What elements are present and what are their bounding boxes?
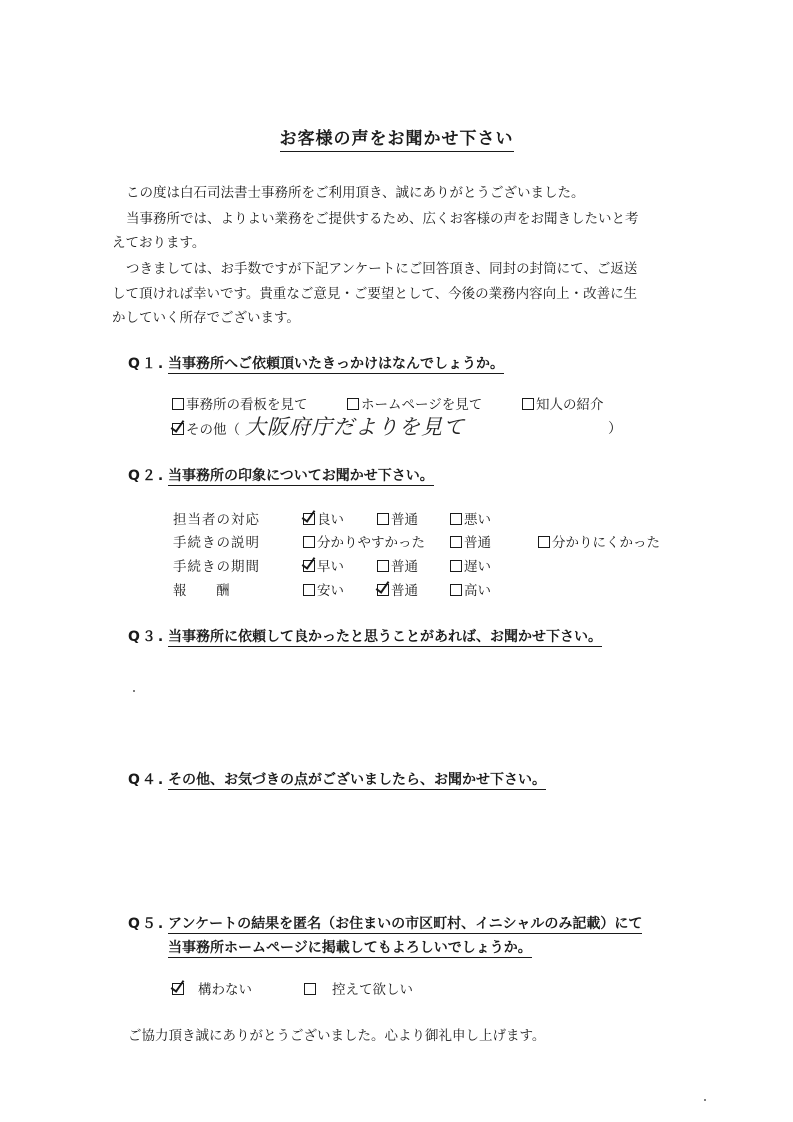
checkbox[interactable]: [450, 584, 462, 596]
q4-heading: Q４. その他、お気づきの点がございましたら、お聞かせ下さい。: [128, 772, 546, 788]
q2-row1-option2[interactable]: 普通: [377, 508, 418, 528]
q1-heading: Q１. 当事務所へご依頼頂いたきっかけはなんでしょうか。: [128, 356, 504, 372]
intro-line-5: して頂ければ幸いです。貴重なご意見・ご要望として、今後の業務内容向上・改善に生: [112, 286, 638, 302]
q2-heading: Q２. 当事務所の印象についてお聞かせ下さい。: [128, 468, 434, 484]
checkbox[interactable]: [347, 398, 359, 410]
q3-heading: Q３. 当事務所に依頼して良かったと思うことがあれば、お聞かせ下さい。: [128, 629, 602, 645]
checkbox[interactable]: [538, 536, 550, 548]
checkbox-checked[interactable]: [303, 560, 315, 572]
checkbox[interactable]: [377, 560, 389, 572]
q2-row2-option3[interactable]: 分かりにくかった: [538, 531, 660, 551]
intro-line-6: かしていく所存でございます。: [112, 310, 300, 326]
q1-option-referral[interactable]: 知人の紹介: [522, 393, 604, 413]
q2-row4-option1[interactable]: 安い: [303, 579, 344, 599]
checkbox-checked[interactable]: [303, 513, 315, 525]
checkbox-checked[interactable]: [377, 584, 389, 596]
q1-option-signboard[interactable]: 事務所の看板を見て: [172, 393, 308, 413]
q2-row4-option3[interactable]: 高い: [450, 579, 491, 599]
q2-row3-option1[interactable]: 早い: [303, 555, 344, 575]
checkbox[interactable]: [303, 536, 315, 548]
checkbox-checked[interactable]: [172, 983, 184, 995]
q2-row-label: 担当者の対応: [173, 512, 260, 528]
q5-option-ok[interactable]: 構わない: [172, 978, 252, 998]
q2-row2-option1[interactable]: 分かりやすかった: [303, 531, 425, 551]
checkbox[interactable]: [304, 983, 316, 995]
intro-line-3: えております。: [112, 235, 206, 251]
checkbox-checked[interactable]: [172, 423, 184, 435]
q2-row3-option3[interactable]: 遅い: [450, 555, 491, 575]
intro-line-1: この度は白石司法書士事務所をご利用頂き、誠にありがとうございました。: [126, 185, 585, 201]
checkbox[interactable]: [450, 536, 462, 548]
q1-option-other[interactable]: その他（: [172, 418, 240, 438]
intro-line-2: 当事務所では、よりよい業務をご提供するため、広くお客様の声をお聞きしたいと考: [126, 211, 639, 227]
checkbox[interactable]: [522, 398, 534, 410]
q1-other-close-paren: ）: [608, 421, 622, 437]
q2-row2-option2[interactable]: 普通: [450, 531, 491, 551]
checkbox[interactable]: [377, 513, 389, 525]
q1-other-answer-handwritten[interactable]: 大阪府庁だよりを見て: [245, 415, 465, 439]
q2-row-label: 手続きの期間: [173, 559, 260, 575]
checkbox[interactable]: [450, 513, 462, 525]
q2-row1-option3[interactable]: 悪い: [450, 508, 491, 528]
q2-row1-option1[interactable]: 良い: [303, 508, 344, 528]
q2-row-label: 報 酬: [173, 583, 238, 599]
q2-row-label: 手続きの説明: [173, 535, 260, 551]
scan-speck: [133, 690, 135, 692]
q5-heading: Q５. アンケートの結果を匿名（お住まいの市区町村、イニシャルのみ記載）にて: [128, 916, 643, 932]
q5-option-decline[interactable]: 控えて欲しい: [304, 978, 413, 998]
checkbox[interactable]: [450, 560, 462, 572]
checkbox[interactable]: [172, 398, 184, 410]
intro-line-4: つきましては、お手数ですが下記アンケートにご回答頂き、同封の封筒にて、ご返送: [126, 261, 638, 277]
page-title: お客様の声をお聞かせ下さい: [0, 124, 793, 149]
q1-option-homepage[interactable]: ホームページを見て: [347, 393, 482, 413]
scan-speck: [704, 1099, 706, 1101]
q5-heading-line2: 当事務所ホームページに掲載してもよろしいでしょうか。: [168, 940, 532, 956]
q2-row3-option2[interactable]: 普通: [377, 555, 418, 575]
checkbox[interactable]: [303, 584, 315, 596]
q2-row4-option2[interactable]: 普通: [377, 579, 418, 599]
closing-message: ご協力頂き誠にありがとうございました。心より御礼申し上げます。: [128, 1028, 546, 1044]
